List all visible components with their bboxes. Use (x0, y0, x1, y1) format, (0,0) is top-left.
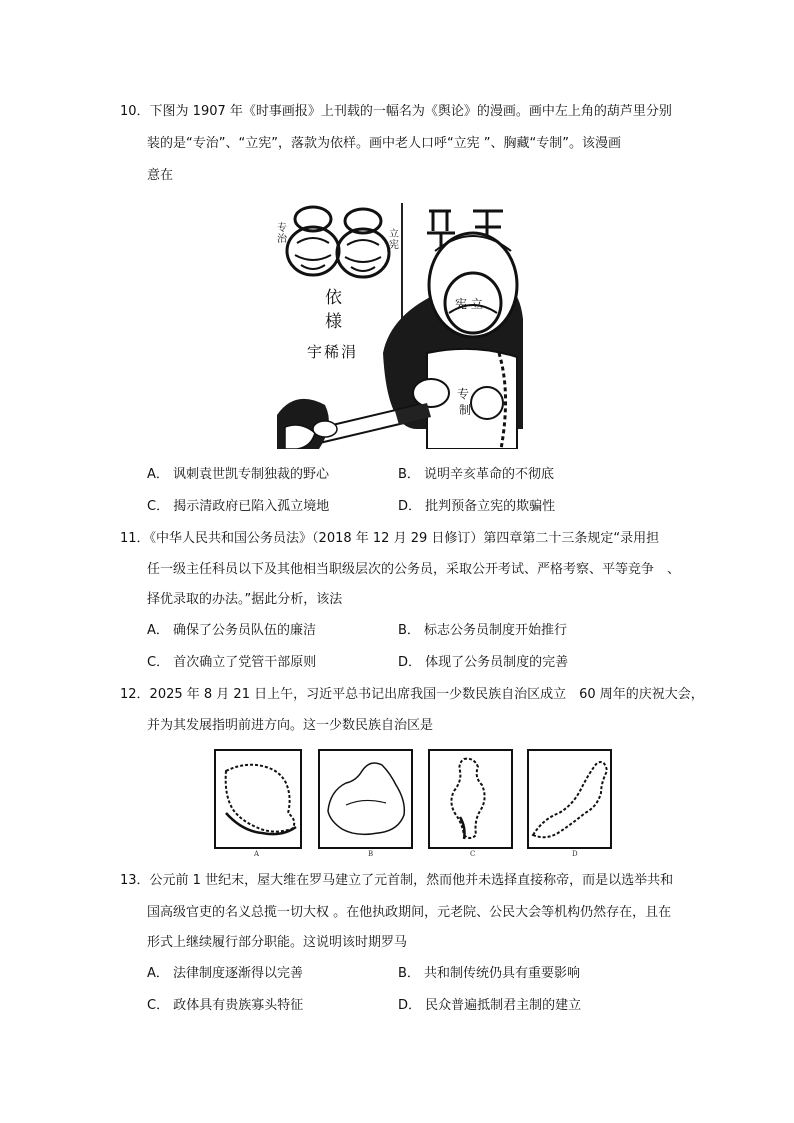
cartoon-chest-text-2: 制 (459, 403, 472, 417)
cartoon-label-lixian: 立宪 (389, 229, 399, 251)
cartoon-signature-2: 様 (325, 312, 342, 332)
cartoon-signature-1: 依 (325, 288, 342, 308)
q11-option-a[interactable]: A． 确保了公务员队伍的廉洁 (147, 623, 317, 638)
q10-option-d[interactable]: D． 批判预备立宪的欺骗性 (398, 499, 556, 514)
q12-map-b[interactable] (318, 749, 413, 849)
q10-option-c[interactable]: C． 揭示清政府已陷入孤立境地 (147, 499, 330, 514)
cartoon-label-zhuanzhi: 专治 (277, 223, 287, 245)
q12-map-label-d: D (572, 850, 578, 858)
q11-line-1: 11．《中华人民共和国公务员法》（2018 年 12 月 29 日修订）第四章第二十三条规定“录用担 (120, 531, 660, 546)
q13-line-1: 13．公元前 1 世纪末，屋大维在罗马建立了元首制，然而他并未选择直接称帝，而是以选举共和 (120, 873, 674, 888)
q10-cartoon-image (277, 203, 529, 449)
q10-line-2: 装的是“专治”、“立宪”，落款为依样。画中老人口呼“立宪 ”、胸藏“专制”。该漫画 (147, 136, 622, 151)
cartoon-horizontal-inscription: 宇稀涓 (307, 343, 359, 361)
q10-line-1: 10．下图为 1907 年《时事画报》上刊载的一幅名为《舆论》的漫画。画中左上角的葫芦里分别 (120, 104, 672, 119)
cartoon-mouth-text: 宪 立 (455, 297, 483, 311)
q10-cartoon-drawing (277, 203, 529, 449)
q10-line-3: 意在 (147, 168, 174, 183)
q12-line-2: 并为其发展指明前进方向。这一少数民族自治区是 (147, 718, 434, 733)
q12-map-d[interactable] (527, 749, 612, 849)
q13-line-3: 形式上继续履行部分职能。这说明该时期罗马 (147, 935, 408, 950)
q13-option-a[interactable]: A． 法律制度逐渐得以完善 (147, 966, 304, 981)
q12-line-1: 12．2025 年 8 月 21 日上午，习近平总书记出席我国一少数民族自治区成立 60 周年的庆祝大会， (120, 687, 704, 702)
map-b-outline (320, 751, 411, 847)
q11-line-2: 任一级主任科员以下及其他相当职级层次的公务员，采取公开考试、严格考察、平等竞争 、 (147, 562, 681, 577)
q10-option-a[interactable]: A． 讽刺袁世凯专制独裁的野心 (147, 467, 330, 482)
q12-map-a[interactable] (214, 749, 302, 849)
map-a-outline (216, 751, 300, 847)
q11-line-3: 择优录取的办法。”据此分析，该法 (147, 592, 343, 607)
q13-option-d[interactable]: D． 民众普遍抵制君主制的建立 (398, 998, 582, 1013)
q12-map-label-a: A (254, 850, 260, 858)
q11-option-d[interactable]: D． 体现了公务员制度的完善 (398, 655, 569, 670)
cartoon-chest-text-1: 专 (457, 387, 470, 401)
q11-option-b[interactable]: B． 标志公务员制度开始推行 (398, 623, 568, 638)
q12-map-label-c: C (470, 850, 476, 858)
q10-option-b[interactable]: B． 说明辛亥革命的不彻底 (398, 467, 555, 482)
q12-map-label-b: B (368, 850, 374, 858)
q13-option-c[interactable]: C． 政体具有贵族寡头特征 (147, 998, 304, 1013)
q11-option-c[interactable]: C． 首次确立了党管干部原则 (147, 655, 317, 670)
map-d-outline (529, 751, 610, 847)
q13-line-2: 国高级官吏的名义总揽一切大权 。在他执政期间，元老院、公民大会等机构仍然存在，且在 (147, 905, 672, 920)
map-c-outline (430, 751, 511, 847)
q13-option-b[interactable]: B． 共和制传统仍具有重要影响 (398, 966, 581, 981)
q12-map-c[interactable] (428, 749, 513, 849)
